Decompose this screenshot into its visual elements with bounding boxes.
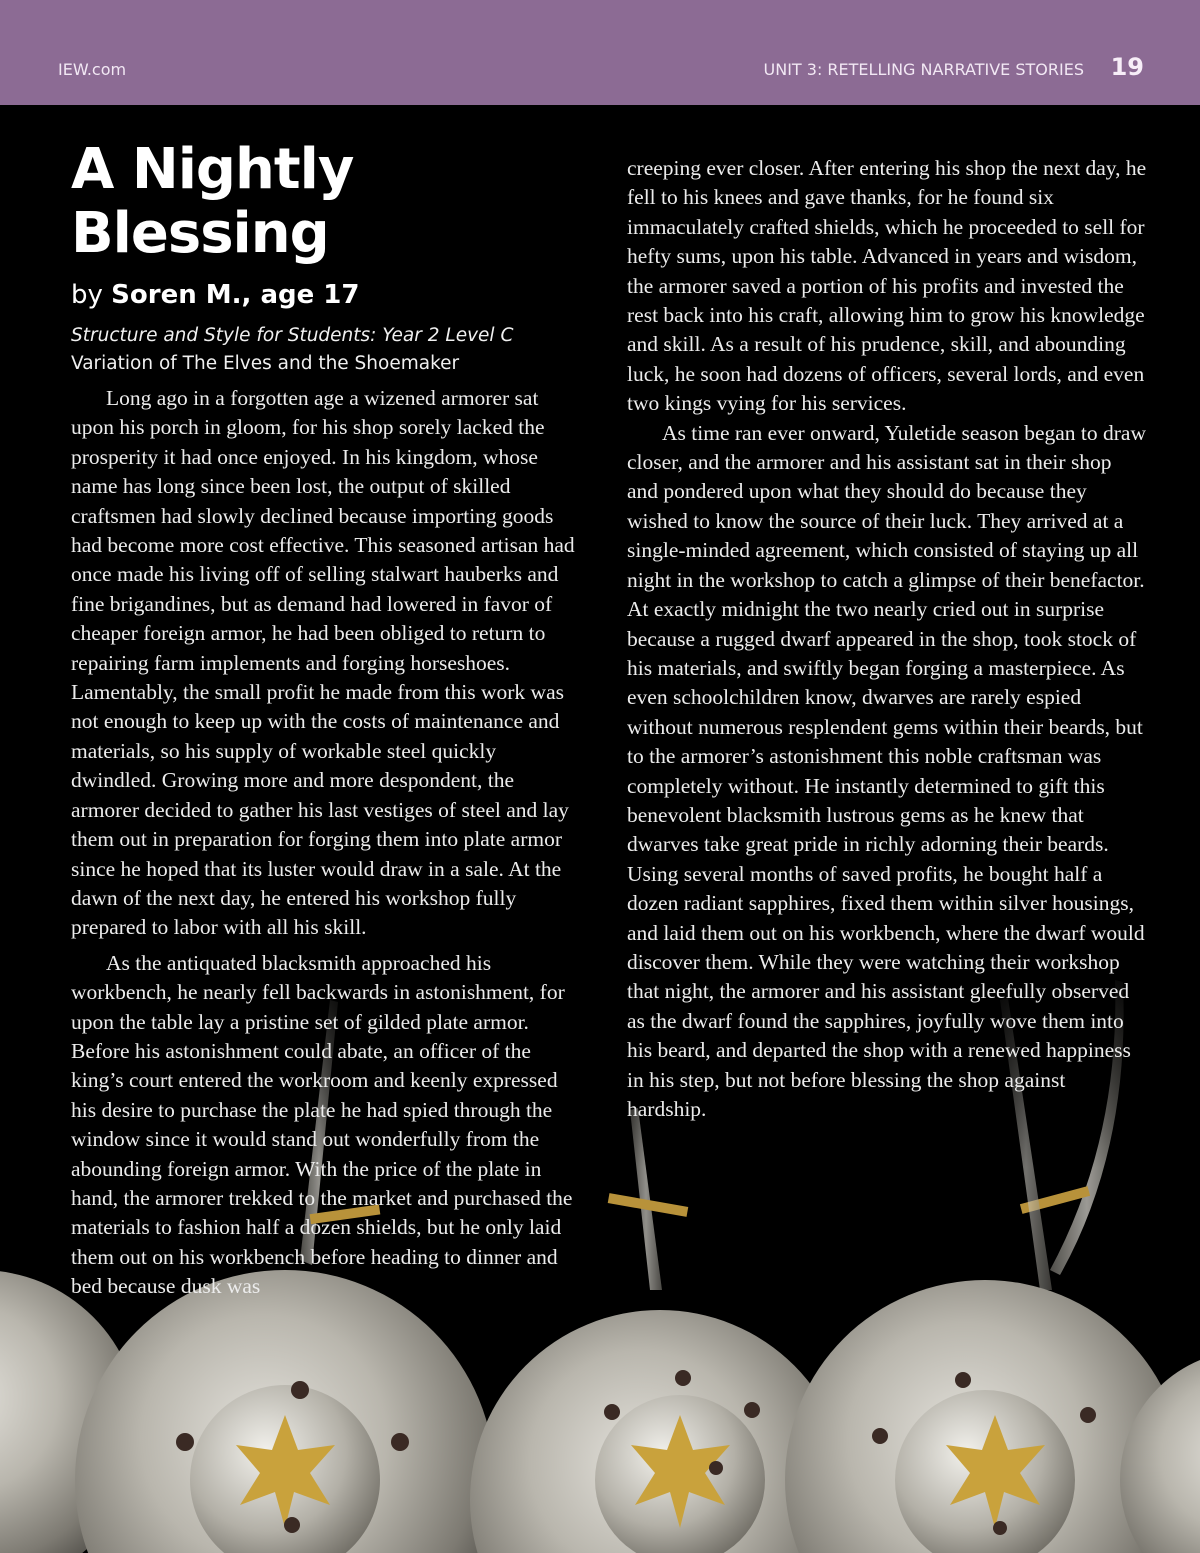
source-book: Structure and Style for Students: Year 2 Level C (71, 325, 514, 346)
story-paragraph-2-continued: creeping ever closer. After entering his shop the next day, he fell to his knees and gave thanks, for he found six immaculately crafted shields, which he proceeded to sell for hefty sums, upon his table. Advanced in years and wisdom, the armorer saved a portion of his profits and invested the rest back into his craft, allowing him to grow his knowledge and skill. As a result of his prudence, skill, and abounding luck, he soon had dozens of officers, several lords, and even two kings vying for his services. (627, 156, 1147, 416)
source-credit (71, 322, 581, 378)
author-name: Soren M., age 17 (111, 280, 360, 310)
story-paragraph-1: Long ago in a forgotten age a wizened armorer sat upon his porch in gloom, for his shop sorely lacked the prosperity it had once enjoyed. In his kingdom, whose name has long since been lost, the output of skilled craftsmen had slowly declined because importing goods had become more cost effective. This seasoned artisan had once made his living off of selling stalwart hauberks and fine brigandines, but as demand had lowered in favor of cheaper foreign armor, he had been obliged to return to repairing farm implements and forging horseshoes. Lamentably, the small profit he made from this work was not enough to keep up with the costs of maintenance and materials, so his supply of workable steel quickly dwindled. Growing more and more despondent, the armorer decided to gather his last vestiges of steel and lay them out in preparation for forging them into plate armor since he hoped that its luster would draw in a sale. At the dawn of the next day, he entered his workshop fully prepared to labor with all his skill. (71, 386, 575, 940)
unit-title: UNIT 3: RETELLING NARRATIVE STORIES (763, 60, 1084, 79)
byline (71, 278, 581, 312)
page-header (0, 0, 1200, 105)
site-url: IEW.com (58, 60, 127, 79)
story-paragraph-3: As time ran ever onward, Yuletide season began to draw closer, and the armorer and his assistant sat in their shop and pondered upon what they should do because they wished to know the source of their luck. They arrived at a single-minded agreement, which consisted of staying up all night in the workshop to catch a glimpse of their benefactor. At exactly midnight the two nearly cried out in surprise because a rugged dwarf appeared in the shop, took stock of his materials, and swiftly began forging a masterpiece. As even schoolchildren know, dwarves are rarely espied without numerous resplendent gems within their beards, but to the armorer’s astonishment this noble craftsman was completely without. He instantly determined to gift this benevolent blacksmith lustrous gems as he knew that dwarves take great pride in richly adorning their beards. Using several months of saved profits, he bought half a dozen radiant sapphires, fixed them within silver housings, and laid them out on his workbench, where the dwarf would discover them. While they were watching their workshop that night, the armorer and his assistant gleefully observed as the dwarf found the sapphires, joyfully wove them into his beard, and departed the shop with a renewed happiness in his step, but not before blessing the shop against hardship. (627, 420, 1146, 1121)
article-title: A Nightly Blessing (71, 137, 354, 266)
column-right (627, 154, 1147, 1124)
story-paragraph-2: As the antiquated blacksmith approached his workbench, he nearly fell backwards in astonishment, for upon the table lay a pristine set of gilded plate armor. Before his astonishment could abate, an officer of the king’s court entered the workroom and keenly expressed his desire to purchase the plate he had spied through the window since it would stand out wonderfully from the abounding foreign armor. With the price of the plate in hand, the armorer trekked to the market and purchased the materials to fashion half a dozen shields, but he only laid them out on his workbench before heading to dinner and bed because dusk was (71, 950, 573, 1299)
by-prefix: by (71, 280, 103, 310)
source-variation: Variation of The Elves and the Shoemaker (71, 353, 460, 374)
page-number: 19 (1110, 53, 1144, 81)
column-left (71, 138, 581, 1302)
